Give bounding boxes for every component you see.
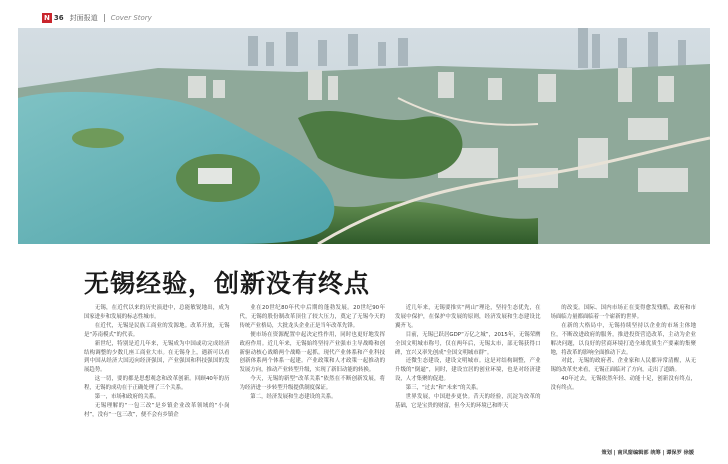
paragraph: 40年过去，无锡依然年轻、动能十足，创新没有终点，没有终点。	[550, 376, 696, 392]
paragraph: 对此，无锡的政府者、企业家和人民都异常清醒，从无锡的改革史来看，无锡正面临对了方向，走出了道路。	[550, 358, 696, 374]
article-credits: 策划 | 南风窗编辑部 统筹 | 谭保罗 徐媛	[601, 450, 694, 456]
paragraph: 目前，无锡已跃居GDP“万亿之城”，2015年，无锡荣膺全国文明城市称号，仅在两年后，无锡太市，部无锡获得口碑，宜兴又率先创成“全国文明城市群”。	[395, 331, 541, 356]
aerial-city-illustration	[18, 28, 710, 244]
paragraph: 世界发展，中国进步更快。昔天的经验，沉淀为改革的基础，它是宝贵的财富，但今天的环境已和昨天	[395, 394, 541, 409]
paragraph: 第二，经济发展和生态建设的关系。	[250, 394, 337, 401]
paragraph: 还微生态建设，建设文明城市。这是对结构调整，产业升级的“倒逼”，同时，建设宜居的创业环境，也是对经济建设，人才集聚的促进。	[395, 358, 541, 383]
column-name: 封面报道	[69, 14, 98, 22]
page-number: 36	[53, 14, 64, 22]
column-name-en: Cover Story	[110, 14, 152, 22]
paragraph: 第三，“过去”和“未来”的关系。	[405, 385, 482, 392]
logo-mark: N	[44, 14, 50, 22]
paragraph: 无锡理解的“一包三改”是乡镇企业改革领域的“小岗村”，没有“一包三改”，便不会有乡镇企	[84, 402, 230, 418]
paragraph: 这一切，要的都是思想观念和改革创新。回顾40年的历程，无锡的成功在于正确处理了三个关系。	[84, 376, 230, 392]
paragraph: 在近代，无锡是民族工商业的发源地。改革开放，无锡是“苏南模式”的代表。	[84, 322, 230, 338]
page-header	[42, 12, 152, 24]
paragraph: 便市场在资源配置中起决定性作用，同时也更好地发挥政府作用。近几年来，无锡始终坚持产业强市主导战略和创新驱动核心战略两个战略一起抓。现代产业体系和产业科技创新体系两个体系一起建。产业政策和人才政策一起推动的发展方向，推动产业转型升级，实现了新旧动能的转换。	[239, 331, 385, 374]
paragraph: 新世纪，特别是近几年来，无锡成为中国或功完成经济结构调整的少数几座工商业大市。在无锡身上，遇新可以看到中国从经济大国迈向经济强国，产业强国和科技强国的发展趋势。	[84, 340, 230, 374]
article-title: 无锡经验，创新没有终点	[84, 269, 371, 298]
paragraph: 无锡，在近代以来的历史演进中，总能敏锐地出，成为国家进步和发展的标志性城市。	[84, 305, 230, 320]
paragraph: 第一，市场和政府的关系。	[94, 394, 160, 401]
article-column-3	[395, 304, 541, 452]
magazine-logo	[42, 13, 64, 23]
article-column-1	[84, 304, 230, 452]
article-body	[84, 304, 696, 452]
header-divider	[104, 14, 105, 22]
article-column-2	[240, 304, 386, 452]
paragraph: 业在20世纪80年代中后期的蓬勃发展。20世纪90年代，无锡的股份制改革顶住了较大压力，奠定了无锡今天的传统产业格局，大批龙头企业正是当年改革先锋。	[239, 305, 385, 329]
paragraph: 近几年来，无锡要推实“两山”理论，坚持生态优先，在发展中保护，在保护中发展的原则，经济发展和生态建设比翼齐飞。	[395, 305, 541, 329]
paragraph: 今天，无锡的新型“改革关系”依然在不断创新发展，将为经济进一步转型升级提供制度保证。	[239, 376, 385, 392]
aerial-city-photo	[18, 28, 710, 244]
paragraph: 的改变。国际、国内市场正在变得愈发残酷，政府和市场面临力量都面临着一个崭新的世界。	[550, 305, 696, 320]
article-column-4	[551, 304, 697, 452]
paragraph: 在新的大格局中，无锡持续坚持以企业的市场主体地位，不断改进政府的服务，推进投资营造改革，主动为企业解决问题，以良好的营商环境打造全球优质生产要素的集聚地，将改革的影响全面推动下去。	[550, 322, 696, 356]
